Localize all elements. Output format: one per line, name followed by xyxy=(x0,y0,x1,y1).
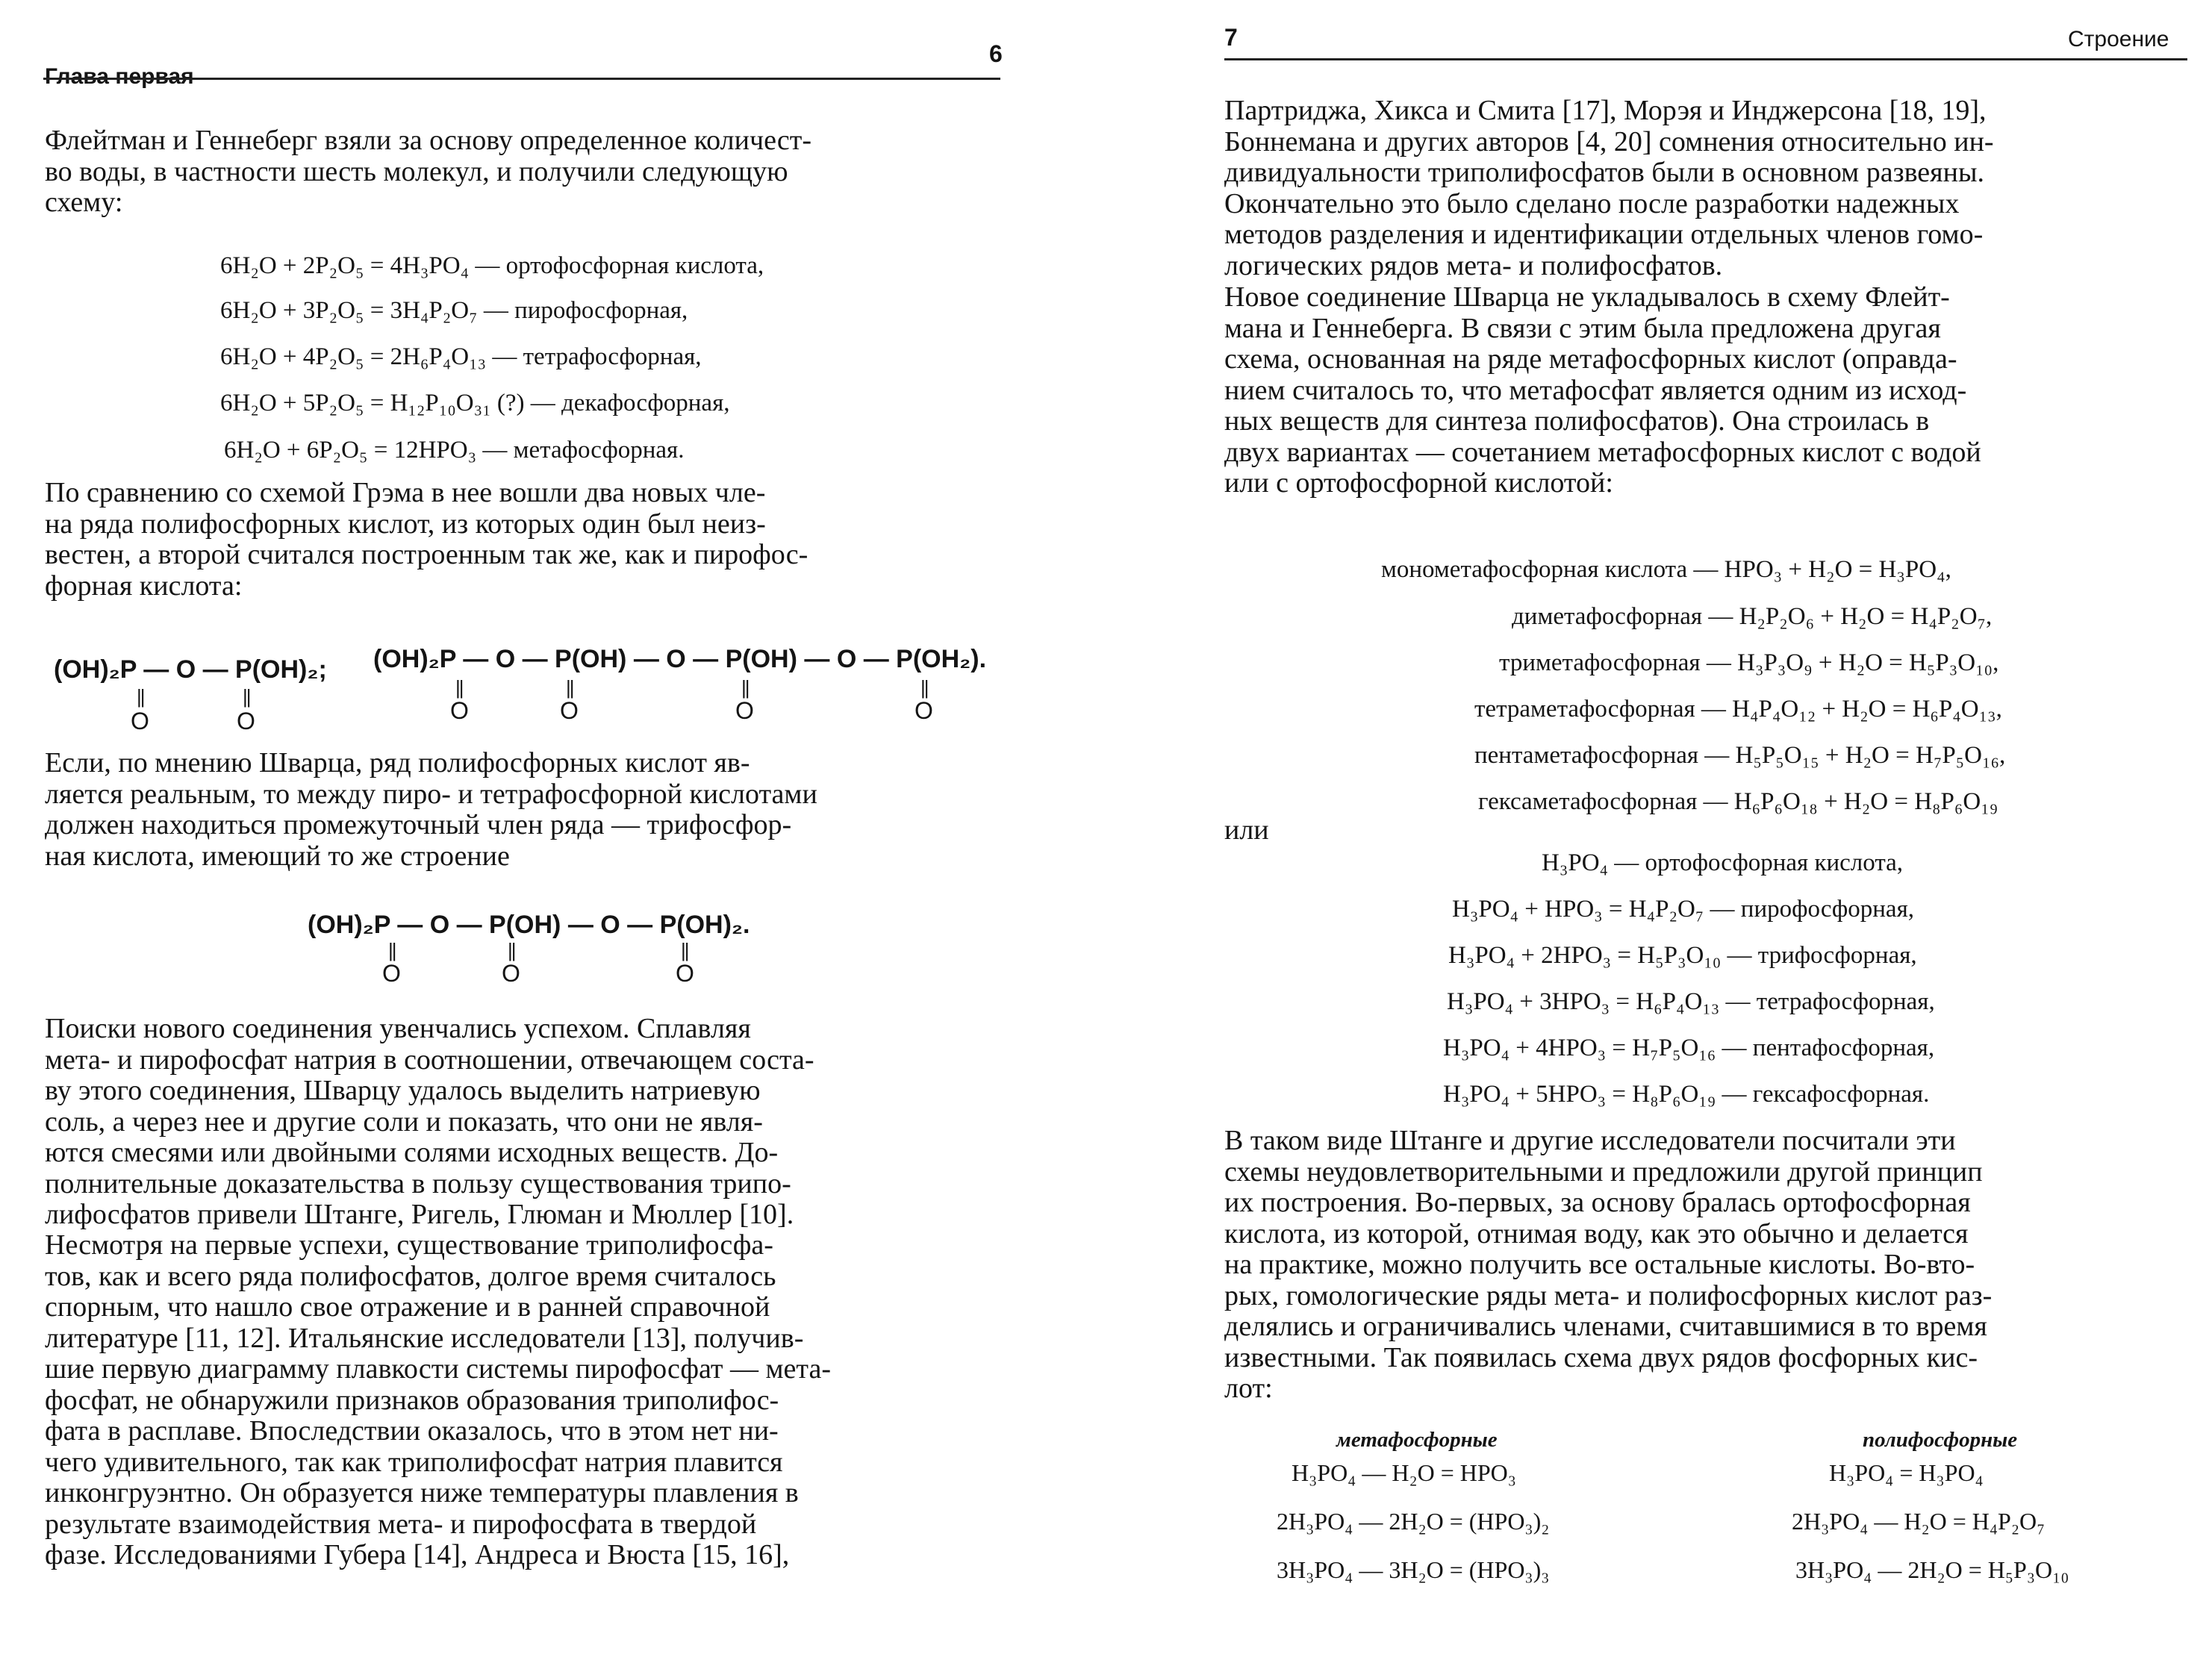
formula-line: 6H₂O + 6P₂O₅ = 12HPO₃ — метафосфорная. xyxy=(224,437,685,464)
text-line: инконгруэнтно. Он образуется ниже температуры плавления в xyxy=(45,1477,799,1508)
double-bond: || xyxy=(243,685,250,708)
text-line: Партриджа, Хикса и Смита [17], Морэя и Инджерсона [18, 19], xyxy=(1224,95,1987,126)
poly-equation: 2H₃PO₄ — H₂O = H₄P₂O₇ xyxy=(1792,1508,2046,1535)
double-bond: || xyxy=(137,685,144,708)
formula-line: H₃PO₄ + 2HPO₃ = H₅P₃O₁₀ — трифосфорная, xyxy=(1448,942,1917,969)
header-rule xyxy=(1224,58,2187,60)
poly-equation: 3H₃PO₄ — 2H₂O = H₅P₃O₁₀ xyxy=(1795,1556,2069,1583)
text-line: их построения. Во-первых, за основу бралась ортофосфорная xyxy=(1224,1187,1971,1218)
double-bond: || xyxy=(388,939,396,961)
text-line: В таком виде Штанге и другие исследователи посчитали эти xyxy=(1224,1125,1956,1156)
structure-triphosphoric: (OH)₂P — O — P(OH) — O — P(OH)₂. xyxy=(308,911,750,939)
text-line: результате взаимодействия мета- и пирофосфата в твердой xyxy=(45,1508,757,1540)
paragraph-partridge xyxy=(1224,96,2195,281)
formula-line: 6H₂O + 5P₂O₅ = H₁₂P₁₀O₃₁ (?) — декафосфорная, xyxy=(220,390,730,416)
formula-line: H₃PO₄ + 4HPO₃ = H₇P₅O₁₆ — пентафосфорная, xyxy=(1443,1035,1935,1061)
text-line: на ряда полифосфорных кислот, из которых один был неиз- xyxy=(45,508,766,540)
text-line: или с ортофосфорной кислотой: xyxy=(1224,467,1613,499)
formula-line: H₃PO₄ + 3HPO₃ = H₆P₄O₁₃ — тетрафосфорная, xyxy=(1447,988,1935,1015)
text-or: или xyxy=(1224,814,1269,846)
running-head-section: Строение xyxy=(2068,27,2169,52)
double-bond: || xyxy=(741,676,749,699)
text-line: кислота, из которой, отнимая воду, как это обычно и делается xyxy=(1224,1217,1969,1249)
text-line: схема, основанная на ряде метафосфорных кислот (оправда- xyxy=(1224,343,1957,375)
formula-line: 6H₂O + 2P₂O₅ = 4H₃PO₄ — ортофосфорная кислота, xyxy=(220,252,764,279)
oxygen-atom: O xyxy=(676,960,694,987)
text-line: тов, как и всего ряда полифосфатов, долгое время считалось xyxy=(45,1260,776,1292)
formula-line: H₃PO₄ — ортофосфорная кислота, xyxy=(1542,849,1904,876)
text-line: вестен, а второй считался построенным так же, как и пирофос- xyxy=(45,539,809,570)
paragraph-intro xyxy=(45,125,1015,219)
text-line: двух вариантах — сочетанием метафосфорных кислот с водой xyxy=(1224,436,1981,468)
text-line: Несмотря на первые успехи, существование триполифосфа- xyxy=(45,1229,773,1261)
text-line: соль, а через нее и другие соли и показать, что они не явля- xyxy=(45,1105,763,1138)
text-line: литературе [11, 12]. Итальянские исследователи [13], получив- xyxy=(45,1322,804,1354)
text-line: Боннемана и других авторов [4, 20] сомнения относительно ин- xyxy=(1224,125,1994,157)
double-bond: || xyxy=(508,939,515,961)
text-line: чего удивительного, так как триполифосфат натрия плавится xyxy=(45,1446,783,1478)
structure-pyrophosphoric: (OH)₂P — O — P(OH)₂; xyxy=(54,655,327,684)
left-page xyxy=(0,0,1097,1663)
text-line: рых, гомологические ряды мета- и полифосфорных кислот раз- xyxy=(1224,1279,1993,1311)
formula-line: тетраметафосфорная — H₄P₄O₁₂ + H₂O = H₆P₄O₁₃, xyxy=(1474,696,2002,723)
formula-line: 6H₂O + 4P₂O₅ = 2H₆P₄O₁₃ — тетрафосфорная, xyxy=(220,343,702,370)
header-rule xyxy=(43,78,1000,80)
text-line: методов разделения и идентификации отдельных членов гомо- xyxy=(1224,219,1984,250)
text-line: схемы неудовлетворительными и предложили другой принцип xyxy=(1224,1155,1983,1188)
text-line: ная кислота, имеющий то же строение xyxy=(45,840,510,872)
oxygen-atom: O xyxy=(131,708,149,734)
text-line: Если, по мнению Шварца, ряд полифосфорных кислот яв- xyxy=(45,747,750,779)
formula-line: пентаметафосфорная — H₅P₅O₁₅ + H₂O = H₇P₅O₁₆, xyxy=(1474,742,2006,769)
formula-line: H₃PO₄ + 5HPO₃ = H₈P₆O₁₉ — гексафосфорная. xyxy=(1443,1081,1930,1108)
paragraph-despite xyxy=(45,1230,1015,1571)
text-line: схему: xyxy=(45,187,123,218)
oxygen-atom: O xyxy=(502,960,520,987)
oxygen-atom: O xyxy=(560,697,579,724)
right-page xyxy=(1097,0,2212,1663)
text-line: полнительные доказательства в пользу существования трипо- xyxy=(45,1167,791,1199)
text-line: мета- и пирофосфат натрия в соотношении, отвечающем соста- xyxy=(45,1043,814,1076)
text-line: нием считалось то, что метафосфат является одним из исход- xyxy=(1224,374,1967,406)
double-bond: || xyxy=(566,676,573,699)
text-line: на практике, можно получить все остальные кислоты. Во-вто- xyxy=(1224,1249,1975,1280)
text-line: дивидуальности триполифосфатов были в основном развеяны. xyxy=(1224,157,1985,188)
text-line: должен находиться промежуточный член ряда — трифосфор- xyxy=(45,809,792,840)
text-line: известными. Так появилась схема двух рядов фосфорных кис- xyxy=(1224,1341,1978,1373)
text-line: лот: xyxy=(1224,1373,1273,1404)
double-bond: || xyxy=(455,676,463,699)
oxygen-atom: O xyxy=(915,697,933,724)
page-number: 6 xyxy=(989,40,1003,67)
text-line: фосфат, не обнаружили признаков образования триполифос- xyxy=(45,1384,779,1416)
formula-line: 6H₂O + 3P₂O₅ = 3H₄P₂O₇ — пирофосфорная, xyxy=(220,297,688,324)
text-line: фата в расплаве. Впоследствии оказалось, что в этом нет ни- xyxy=(45,1415,779,1447)
double-bond: || xyxy=(920,676,928,699)
meta-equation: 3H₃PO₄ — 3H₂O = (HPO₃)₃ xyxy=(1277,1556,1550,1583)
text-line: ются смесями или двойными солями исходных веществ. До- xyxy=(45,1137,779,1168)
structure-tetraphosphoric: (OH)₂P — O — P(OH) — O — P(OH) — O — P(OH₂). xyxy=(373,645,987,673)
text-line: во воды, в частности шесть молекул, и получили следующую xyxy=(45,155,788,187)
paragraph-graham xyxy=(45,478,1015,602)
oxygen-atom: O xyxy=(237,708,255,734)
oxygen-atom: O xyxy=(735,697,754,724)
formula-line: триметафосфорная — H₃P₃O₉ + H₂O = H₅P₃O₁₀, xyxy=(1499,649,1999,676)
running-head-chapter: Глава первая xyxy=(45,64,194,89)
poly-equation: H₃PO₄ = H₃PO₄ xyxy=(1829,1459,1984,1486)
text-line: ву этого соединения, Шварцу удалось выделить натриевую xyxy=(45,1075,761,1106)
paragraph-shvarts xyxy=(45,748,1015,872)
double-bond: || xyxy=(681,939,688,961)
text-line: Поиски нового соединения увенчались успехом. Сплавляя xyxy=(45,1013,751,1044)
text-line: делялись и ограничивались членами, считавшимися в то время xyxy=(1224,1311,1987,1342)
text-line: шие первую диаграмму плавкости системы пирофосфат — мета- xyxy=(45,1353,831,1385)
text-line: логических рядов мета- и полифосфатов. xyxy=(1224,249,1723,281)
oxygen-atom: O xyxy=(450,697,469,724)
oxygen-atom: O xyxy=(382,960,401,987)
meta-equation: 2H₃PO₄ — 2H₂O = (HPO₃)₂ xyxy=(1277,1508,1550,1535)
paragraph-stange xyxy=(1224,1126,2195,1405)
column-header-meta: метафосфорные xyxy=(1336,1428,1498,1452)
text-line: Новое соединение Шварца не укладывалось в схему Флейт- xyxy=(1224,281,1950,313)
text-line: Окончательно это было сделано после разработки надежных xyxy=(1224,187,1960,219)
formula-line: гексаметафосфорная — H₆P₆O₁₈ + H₂O = H₈P₆O₁₉ xyxy=(1478,788,1998,815)
text-line: Флейтман и Геннеберг взяли за основу определенное количест- xyxy=(45,125,812,156)
paragraph-new-compound xyxy=(1224,282,2195,499)
text-line: форная кислота: xyxy=(45,570,243,602)
paragraph-search xyxy=(45,1014,1015,1231)
text-line: фазе. Исследованиями Губера [14], Андреса и Вюста [15, 16], xyxy=(45,1539,790,1570)
meta-equation: H₃PO₄ — H₂O = HPO₃ xyxy=(1292,1459,1516,1486)
formula-line: H₃PO₄ + HPO₃ = H₄P₂O₇ — пирофосфорная, xyxy=(1452,896,1914,923)
page-number: 7 xyxy=(1224,24,1238,51)
text-line: лифосфатов привели Штанге, Ригель, Глюман и Мюллер [10]. xyxy=(45,1199,794,1230)
text-line: ляется реальным, то между пиро- и тетрафосфорной кислотами xyxy=(45,778,817,810)
column-header-poly: полифосфорные xyxy=(1863,1428,2018,1452)
formula-line: диметафосфорная — H₂P₂O₆ + H₂O = H₄P₂O₇, xyxy=(1512,603,1993,630)
text-line: По сравнению со схемой Грэма в нее вошли два новых чле- xyxy=(45,477,766,508)
formula-line: монометафосфорная кислота — HPO₃ + H₂O = H₃PO₄, xyxy=(1381,556,1951,583)
text-line: мана и Геннеберга. В связи с этим была предложена другая xyxy=(1224,312,1941,344)
text-line: ных веществ для синтеза полифосфатов). Она строилась в xyxy=(1224,405,1930,437)
text-line: спорным, что нашло свое отражение и в ранней справочной xyxy=(45,1291,770,1323)
